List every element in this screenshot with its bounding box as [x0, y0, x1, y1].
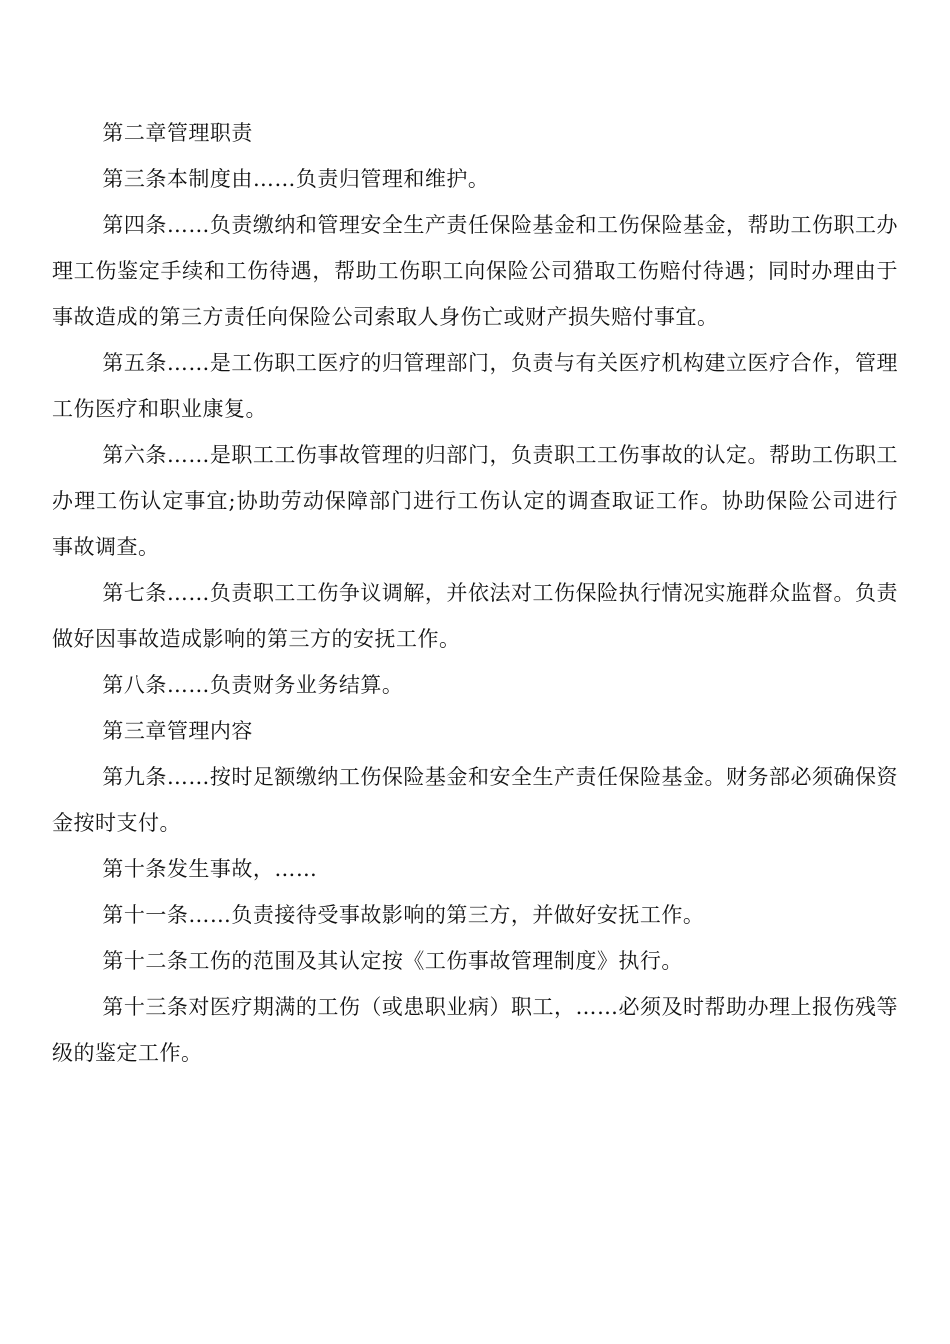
article-13: 第十三条对医疗期满的工伤（或患职业病）职工，……必须及时帮助办理上报伤残等级的鉴定工作。	[52, 995, 898, 1065]
document-page	[52, 110, 898, 1076]
article-5: 第五条……是工伤职工医疗的归管理部门，负责与有关医疗机构建立医疗合作，管理工伤医疗和职业康复。	[52, 351, 898, 421]
article-10: 第十条发生事故，……	[102, 857, 318, 881]
chapter-heading-3: 第三章管理内容	[102, 719, 253, 743]
chapter-heading-2: 第二章管理职责	[102, 121, 253, 145]
article-7: 第七条……负责职工工伤争议调解，并依法对工伤保险执行情况实施群众监督。负责做好因事故造成影响的第三方的安抚工作。	[52, 581, 898, 651]
article-11: 第十一条……负责接待受事故影响的第三方，并做好安抚工作。	[102, 903, 705, 927]
article-3: 第三条本制度由……负责归管理和维护。	[102, 167, 490, 191]
article-8: 第八条……负责财务业务结算。	[102, 673, 404, 697]
article-4: 第四条……负责缴纳和管理安全生产责任保险基金和工伤保险基金，帮助工伤职工办理工伤鉴定手续和工伤待遇，帮助工伤职工向保险公司猎取工伤赔付待遇；同时办理由于事故造成的第三方责任向保险公司索取人身伤亡或财产损失赔付事宜。	[52, 213, 898, 329]
article-6: 第六条……是职工工伤事故管理的归部门，负责职工工伤事故的认定。帮助工伤职工办理工伤认定事宜;协助劳动保障部门进行工伤认定的调查取证工作。协助保险公司进行事故调查。	[52, 443, 898, 559]
article-9: 第九条……按时足额缴纳工伤保险基金和安全生产责任保险基金。财务部必须确保资金按时支付。	[52, 765, 898, 835]
article-12: 第十二条工伤的范围及其认定按《工伤事故管理制度》执行。	[102, 949, 683, 973]
